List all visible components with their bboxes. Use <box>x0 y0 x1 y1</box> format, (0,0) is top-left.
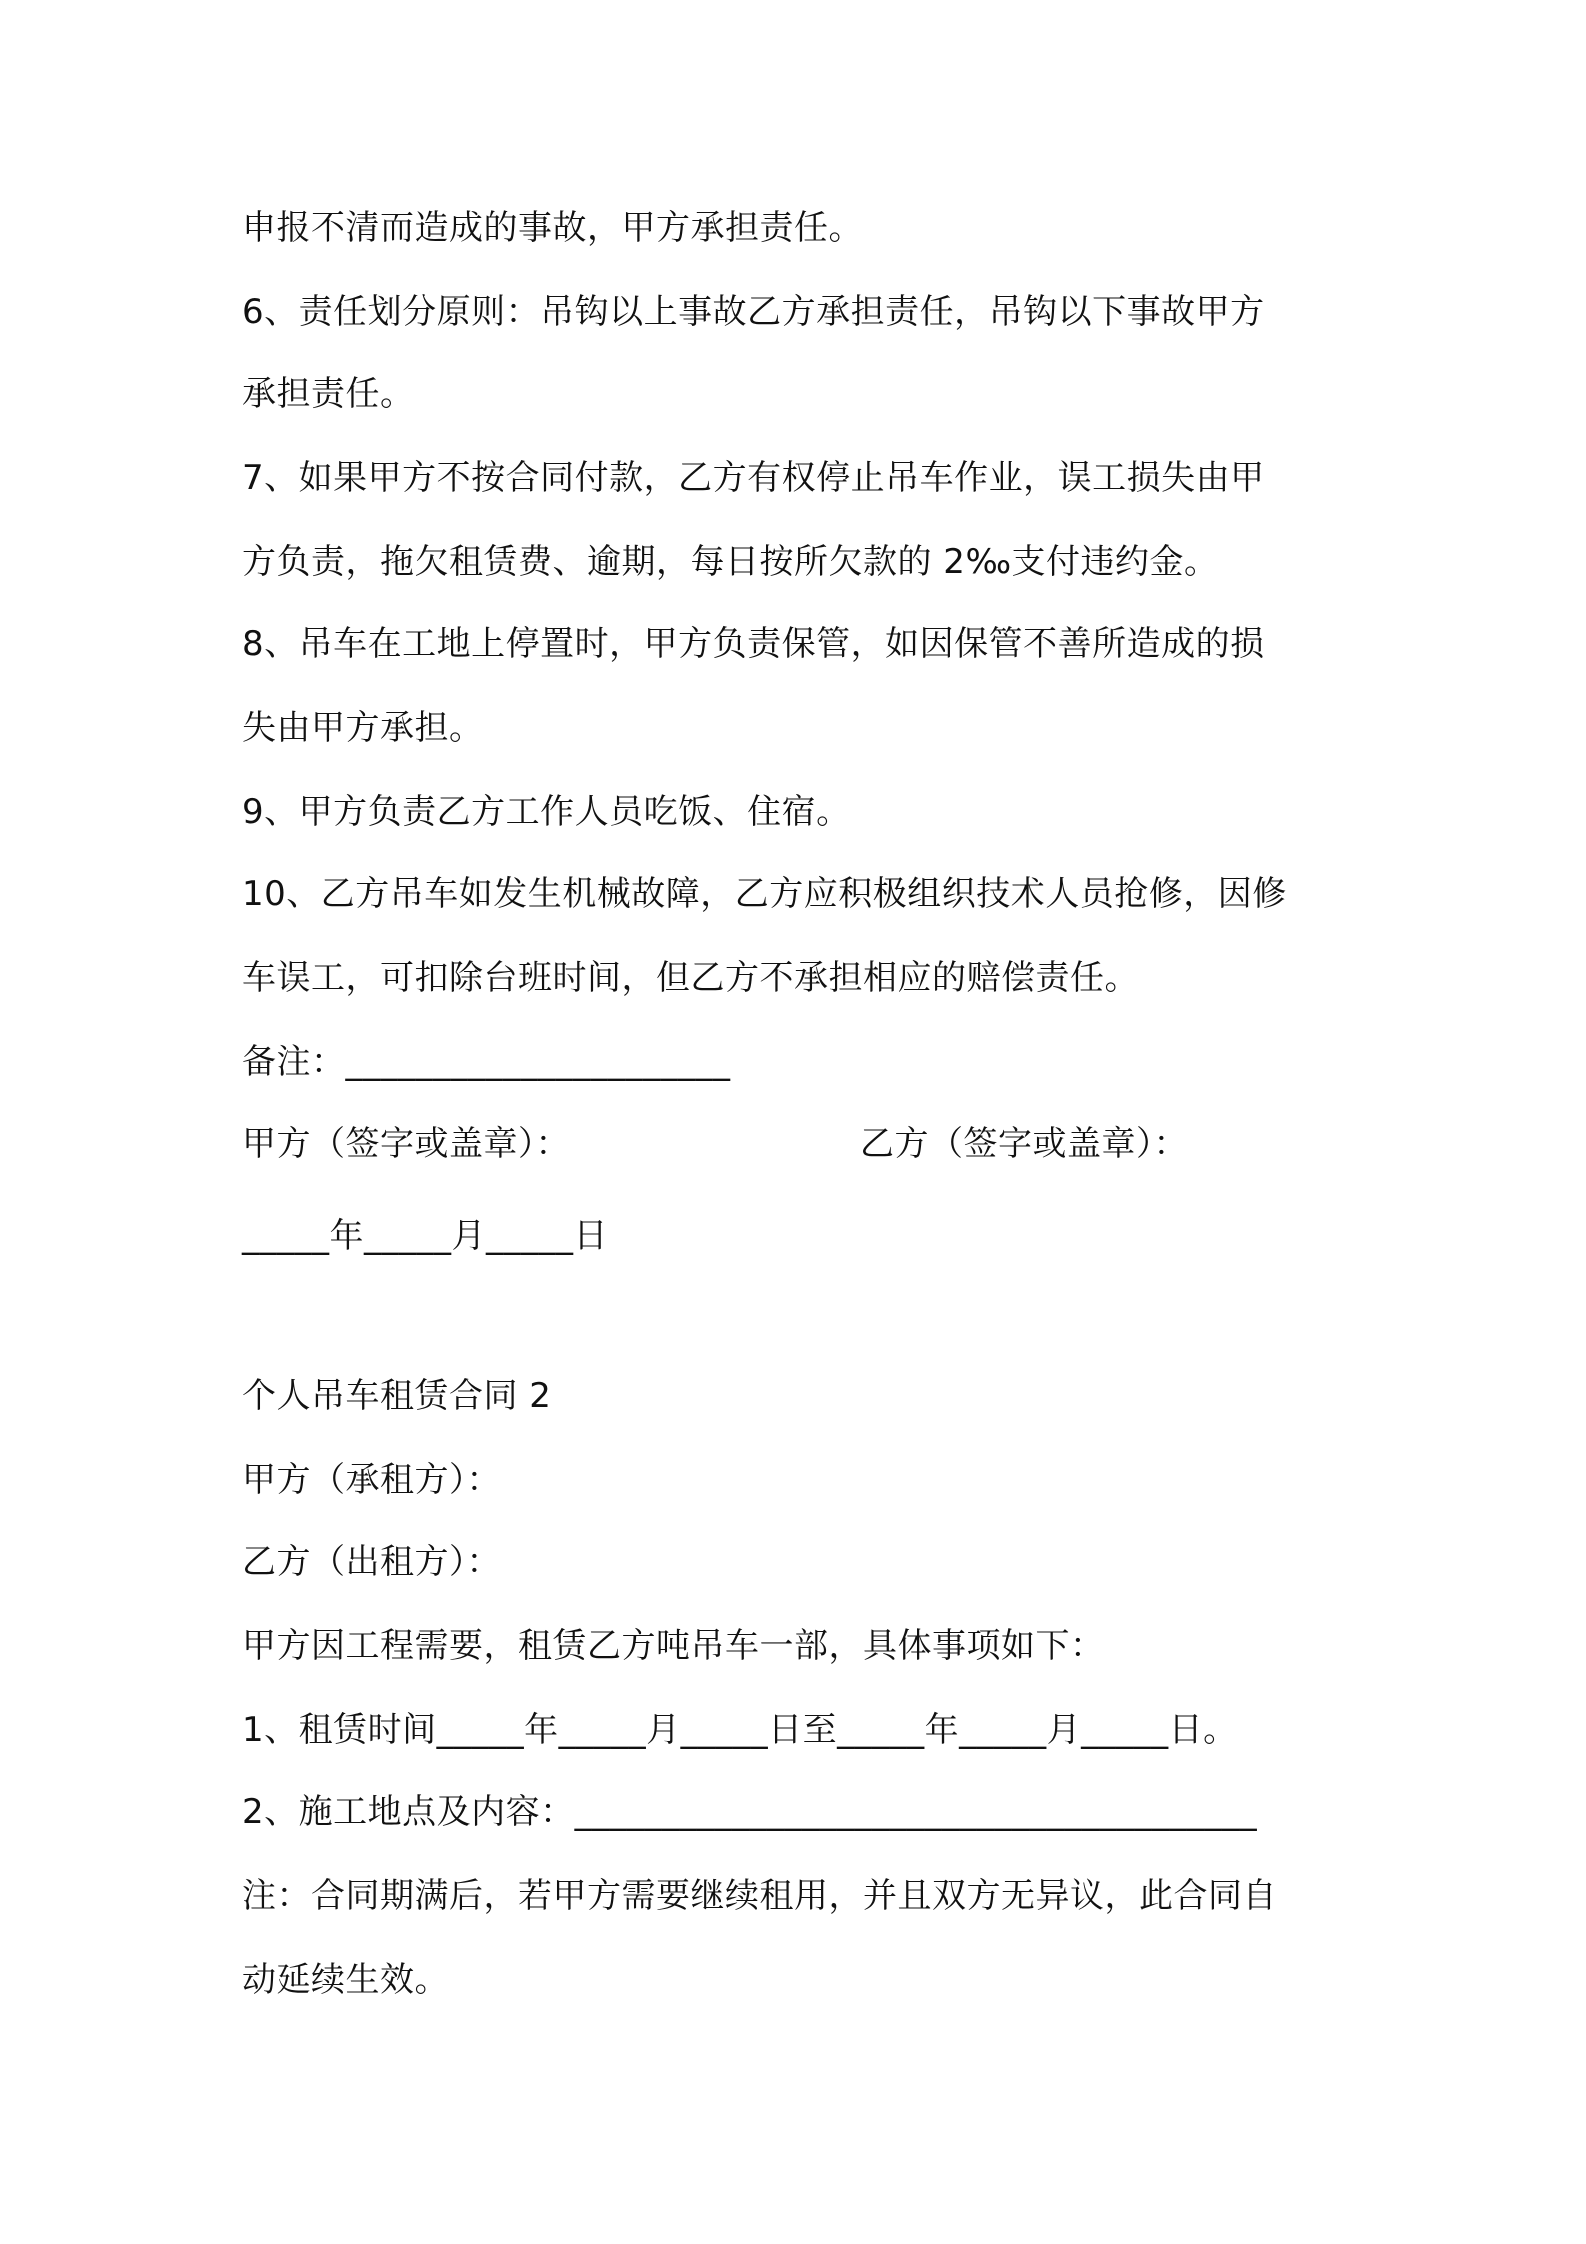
party-b-signature: 乙方（签字或盖章）： <box>860 1124 1188 1164</box>
clause-7-line-2: 方负责，拖欠租赁费、逾期，每日按所欠款的 2‰支付违约金。 <box>242 542 1219 582</box>
contract-2-title: 个人吊车租赁合同 2 <box>242 1376 552 1416</box>
note-line-2: 动延续生效。 <box>242 1960 449 2000</box>
clause-7-line-1: 7、如果甲方不按合同付款，乙方有权停止吊车作业，误工损失由甲 <box>242 458 1265 498</box>
date-line: _____年_____月_____日 <box>242 1216 608 1256</box>
site-content-line: 2、施工地点及内容：_______________________________________ <box>242 1792 1258 1832</box>
lessee-line: 甲方（承租方）： <box>242 1460 501 1500</box>
clause-9: 9、甲方负责乙方工作人员吃饭、住宿。 <box>242 792 851 832</box>
clause-8-line-1: 8、吊车在工地上停置时，甲方负责保管，如因保管不善所造成的损 <box>242 624 1265 664</box>
lessor-line: 乙方（出租方）： <box>242 1542 501 1582</box>
clause-10-line-1: 10、乙方吊车如发生机械故障，乙方应积极组织技术人员抢修，因修 <box>242 874 1287 914</box>
remarks-line: 备注：______________________ <box>242 1042 731 1082</box>
rental-period-line: 1、租赁时间_____年_____月_____日至_____年_____月_____日。 <box>242 1710 1238 1750</box>
intro-line: 甲方因工程需要，租赁乙方吨吊车一部，具体事项如下： <box>242 1626 1105 1666</box>
party-a-signature: 甲方（签字或盖章）： <box>242 1124 570 1164</box>
text-line-1: 申报不清而造成的事故，甲方承担责任。 <box>242 208 863 248</box>
clause-6-line-2: 承担责任。 <box>242 374 415 414</box>
clause-6-line-1: 6、责任划分原则：吊钩以上事故乙方承担责任，吊钩以下事故甲方 <box>242 292 1265 332</box>
clause-8-line-2: 失由甲方承担。 <box>242 708 484 748</box>
note-line-1: 注：合同期满后，若甲方需要继续租用，并且双方无异议，此合同自 <box>242 1876 1277 1916</box>
clause-10-line-2: 车误工，可扣除台班时间，但乙方不承担相应的赔偿责任。 <box>242 958 1139 998</box>
